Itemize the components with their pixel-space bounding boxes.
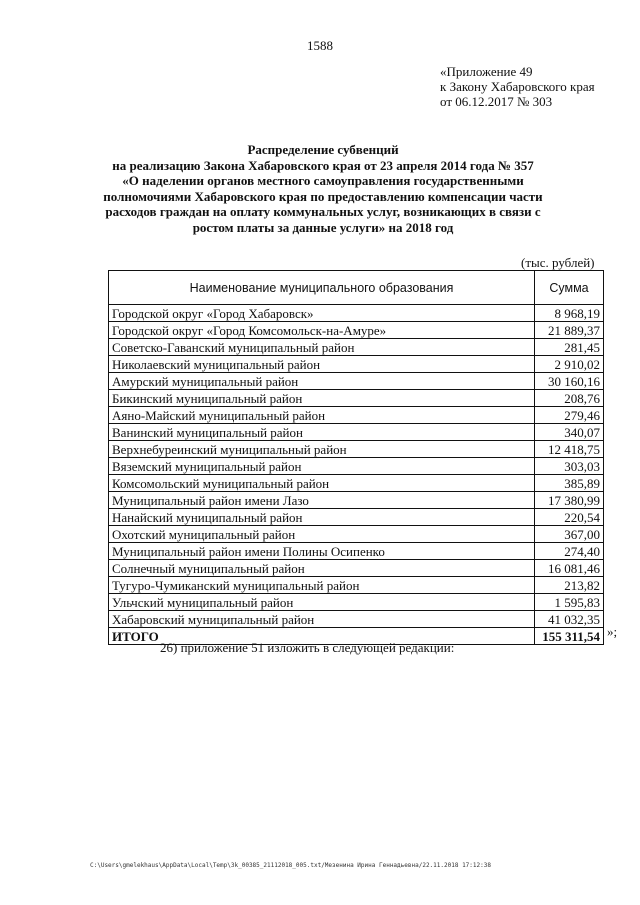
closing-quote: »; — [607, 624, 618, 639]
municipality-name: Аяно-Майский муниципальный район — [109, 407, 535, 424]
footer-file-path: C:\Users\gmelekhaus\AppData\Local\Temp\3k_00385_21112018_005.txt/Мезенина Ирина Геннадьевна/22.11.2018 17:12:38 — [90, 862, 491, 869]
municipality-name: Солнечный муниципальный район — [109, 560, 535, 577]
table-row — [109, 407, 604, 424]
title-line-2: на реализацию Закона Хабаровского края от 23 апреля 2014 года № 357 — [112, 157, 534, 173]
appendix-line-1: «Приложение 49 — [440, 64, 533, 79]
municipality-name: Муниципальный район имени Лазо — [109, 492, 535, 509]
table-row — [109, 458, 604, 475]
unit-note: (тыс. рублей) — [521, 255, 595, 270]
table-row — [109, 594, 604, 611]
subvention-sum: 21 889,37 — [535, 322, 604, 339]
table-header-row — [109, 271, 604, 305]
subvention-sum: 17 380,99 — [535, 492, 604, 509]
appendix-line-2: к Закону Хабаровского края — [440, 79, 595, 94]
subvention-sum: 16 081,46 — [535, 560, 604, 577]
document-title — [100, 142, 546, 235]
table-row — [109, 526, 604, 543]
municipality-name: Охотский муниципальный район — [109, 526, 535, 543]
municipality-name: Амурский муниципальный район — [109, 373, 535, 390]
title-line-5: расходов граждан на оплату коммунальных услуг, возникающих в связи с — [105, 204, 541, 219]
subvention-sum: 2 910,02 — [535, 356, 604, 373]
appendix-reference — [440, 64, 595, 109]
header-name: Наименование муниципального образования — [109, 271, 535, 305]
municipality-name: Городской округ «Город Комсомольск-на-Амуре» — [109, 322, 535, 339]
subvention-sum: 12 418,75 — [535, 441, 604, 458]
header-sum: Сумма — [535, 271, 604, 305]
municipality-name: Бикинский муниципальный район — [109, 390, 535, 407]
municipality-name: Николаевский муниципальный район — [109, 356, 535, 373]
table-row — [109, 475, 604, 492]
municipality-name: Верхнебуреинский муниципальный район — [109, 441, 535, 458]
municipality-name: Тугуро-Чумиканский муниципальный район — [109, 577, 535, 594]
subvention-sum: 303,03 — [535, 458, 604, 475]
municipality-name: Вяземский муниципальный район — [109, 458, 535, 475]
table-row — [109, 322, 604, 339]
subvention-sum: 208,76 — [535, 390, 604, 407]
page-number: 1588 — [307, 38, 333, 53]
title-line-1: Распределение субвенций — [247, 142, 399, 157]
table-row — [109, 441, 604, 458]
next-item-text: 26) приложение 51 изложить в следующей редакции: — [160, 640, 455, 655]
total-label: ИТОГО — [109, 628, 535, 645]
subvention-sum: 274,40 — [535, 543, 604, 560]
subvention-sum: 41 032,35 — [535, 611, 604, 628]
title-line-6: ростом платы за данные услуги» на 2018 год — [192, 219, 454, 235]
table-row — [109, 424, 604, 441]
table-row — [109, 611, 604, 628]
subvention-table — [108, 270, 604, 645]
table-row — [109, 356, 604, 373]
municipality-name: Городской округ «Город Хабаровск» — [109, 305, 535, 322]
table-row — [109, 339, 604, 356]
municipality-name: Ванинский муниципальный район — [109, 424, 535, 441]
municipality-name: Нанайский муниципальный район — [109, 509, 535, 526]
table-row — [109, 492, 604, 509]
subvention-sum: 213,82 — [535, 577, 604, 594]
subvention-sum: 1 595,83 — [535, 594, 604, 611]
table-row — [109, 373, 604, 390]
municipality-name: Муниципальный район имени Полины Осипенко — [109, 543, 535, 560]
table-row — [109, 390, 604, 407]
subvention-sum: 281,45 — [535, 339, 604, 356]
subvention-sum: 220,54 — [535, 509, 604, 526]
subvention-sum: 340,07 — [535, 424, 604, 441]
municipality-name: Комсомольский муниципальный район — [109, 475, 535, 492]
title-line-4: полномочиями Хабаровского края по предоставлению компенсации части — [103, 188, 543, 204]
total-sum: 155 311,54 — [535, 628, 604, 645]
table-row — [109, 560, 604, 577]
table-row — [109, 577, 604, 594]
subvention-sum: 367,00 — [535, 526, 604, 543]
municipality-name: Ульчский муниципальный район — [109, 594, 535, 611]
appendix-line-3: от 06.12.2017 № 303 — [440, 94, 553, 109]
subvention-sum: 279,46 — [535, 407, 604, 424]
title-line-3: «О наделении органов местного самоуправления государственными — [122, 173, 524, 188]
subvention-sum: 30 160,16 — [535, 373, 604, 390]
subvention-sum: 8 968,19 — [535, 305, 604, 322]
table-body — [109, 305, 604, 645]
municipality-name: Советско-Гаванский муниципальный район — [109, 339, 535, 356]
table-row — [109, 509, 604, 526]
table-row — [109, 305, 604, 322]
subvention-sum: 385,89 — [535, 475, 604, 492]
table-row — [109, 543, 604, 560]
municipality-name: Хабаровский муниципальный район — [109, 611, 535, 628]
